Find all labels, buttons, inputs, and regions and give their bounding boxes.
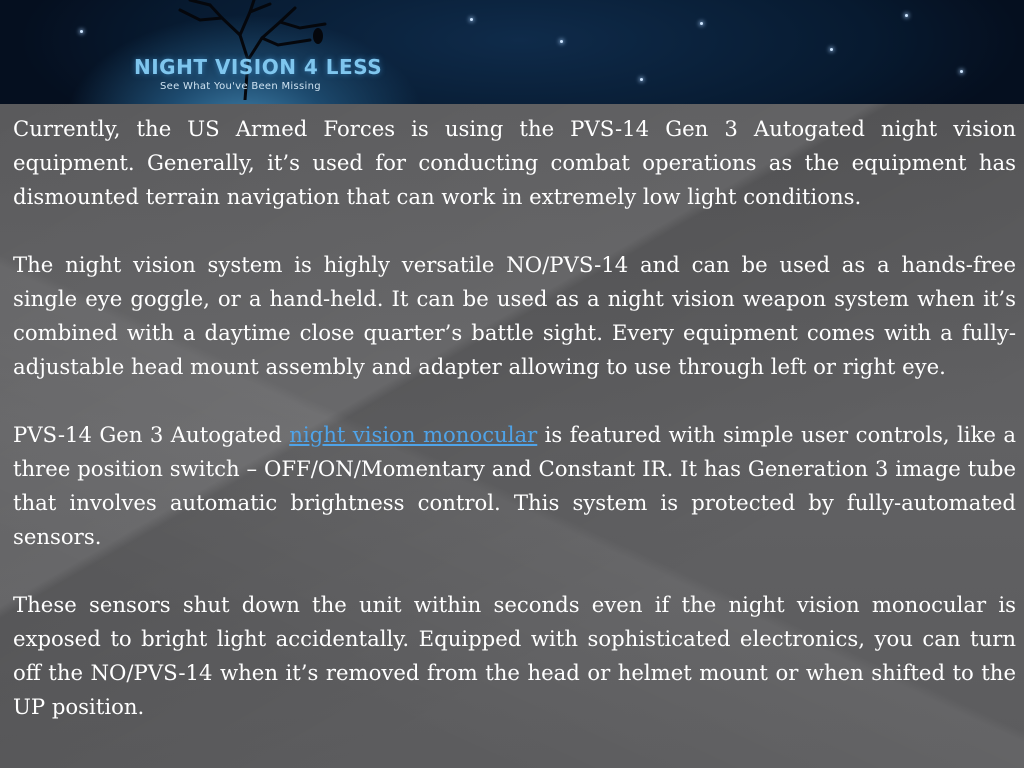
paragraph-3 — [13, 418, 1016, 554]
star-icon — [80, 30, 83, 33]
logo-tagline: See What You've Been Missing — [160, 81, 321, 92]
star-icon — [640, 78, 643, 81]
paragraph-3-rest: is featured with simple user controls, like a three position switch – OFF/ON/Momentary and Constant IR. It has Generation 3 image tube that involves automatic brightness control. This system is protected by fully-automated sensors. — [13, 422, 1016, 549]
article-text — [13, 112, 1016, 724]
star-icon — [470, 18, 473, 21]
paragraph-3-lead: PVS-14 Gen 3 Autogated — [13, 422, 290, 447]
star-icon — [905, 14, 908, 17]
star-icon — [960, 70, 963, 73]
paragraph-4: These sensors shut down the unit within seconds even if the night vision monocular is exposed to bright light accidentally. Equipped with sophisticated electronics, you can turn off the NO/PVS-14 when it’s removed from the head or helmet mount or when shifted to the UP position. — [13, 592, 1016, 719]
paragraph-2: The night vision system is highly versatile NO/PVS-14 and can be used as a hands-free single eye goggle, or a hand-held. It can be used as a night vision weapon system when it’s combined with a daytime close quarter’s battle sight. Every equipment comes with a fully-adjustable head mount assembly and adapter allowing to use through left or right eye. — [13, 252, 1016, 379]
paragraph-1: Currently, the US Armed Forces is using the PVS-14 Gen 3 Autogated night vision equipment. Generally, it’s used for conducting combat operations as the equipment has dismounted terrain navigation that can work in extremely low light conditions. — [13, 116, 1016, 209]
content-area — [0, 104, 1024, 768]
star-icon — [700, 22, 703, 25]
star-icon — [830, 48, 833, 51]
header-banner — [0, 0, 1024, 104]
owl-silhouette-icon — [313, 28, 323, 44]
star-icon — [560, 40, 563, 43]
logo-title[interactable]: NIGHT VISION 4 LESS — [134, 55, 383, 79]
night-vision-monocular-link[interactable]: night vision monocular — [289, 422, 538, 447]
